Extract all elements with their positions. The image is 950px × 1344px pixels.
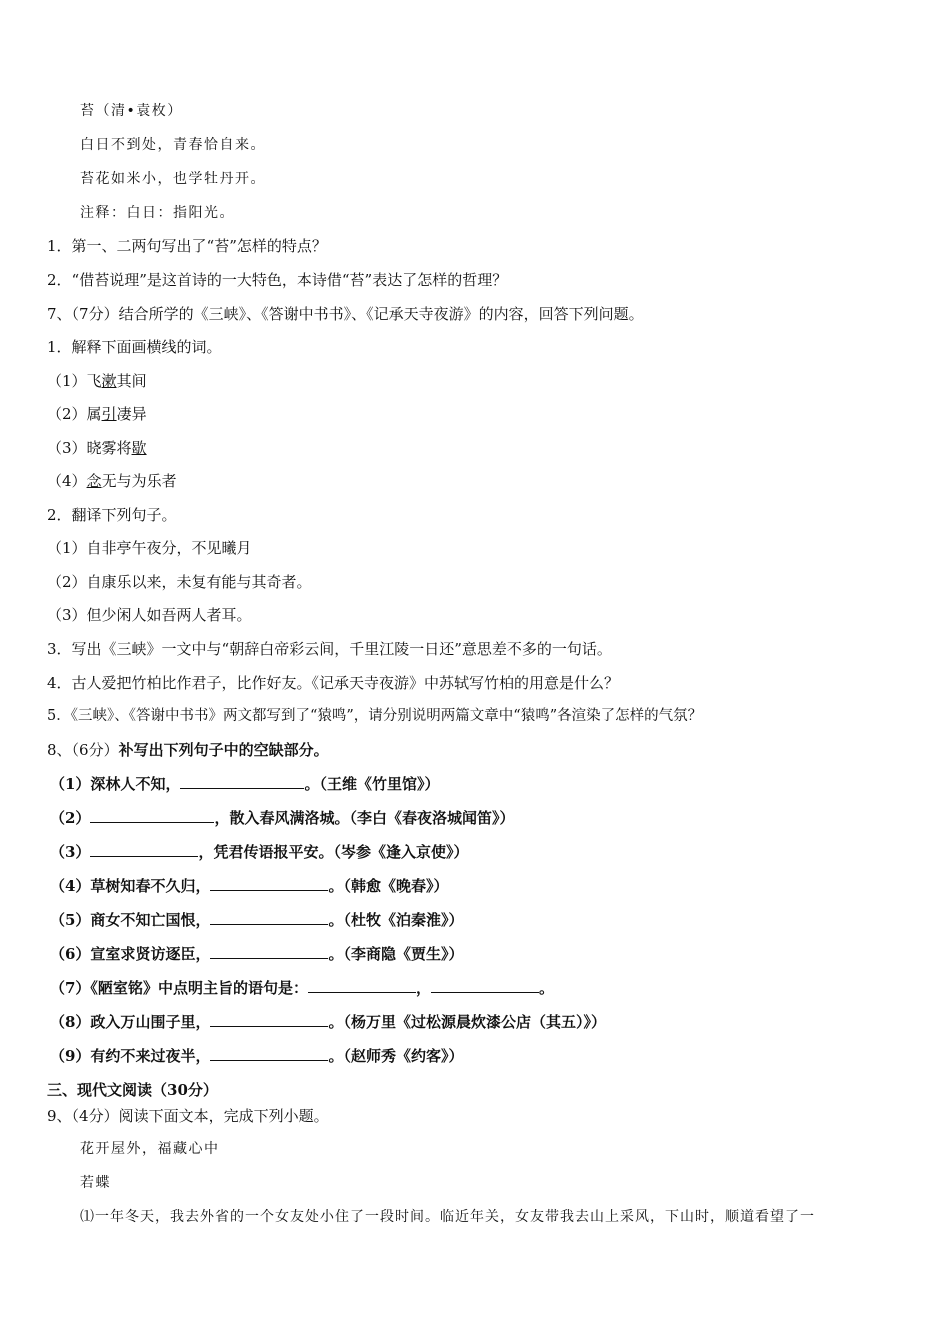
q8-item-6-pre: （6）宣室求贤访逐臣， (50, 945, 211, 963)
poem-title: 苔（清•袁枚） (80, 103, 183, 119)
q8-item-9-post: 。（赵师秀《约客》） (328, 1047, 464, 1065)
q7-part5: 5．《三峡》、《答谢中书书》两文都写到了“猿鸣”，请分别说明两篇文章中“猿鸣”各渲染了怎样的气氛？ (47, 708, 703, 724)
q8-item-3-post: ，凭君传语报平安。（岑参《逢入京使》） (198, 843, 469, 861)
q7-word-2-post: 凄异 (116, 405, 147, 423)
q7-word-4 (47, 471, 177, 491)
q8-item-7 (50, 978, 554, 998)
q8-item-3-blank[interactable] (90, 842, 198, 857)
q7-stem: 7、（7分）结合所学的《三峡》、《答谢中书书》、《记承天寺夜游》的内容，回答下列问题。 (47, 305, 644, 323)
q7-translate-3: （3）但少闲人如吾两人者耳。 (47, 606, 252, 624)
essay-author: 若蝶 (80, 1175, 111, 1191)
q9-stem: 9、（4分）阅读下面文本，完成下列小题。 (47, 1107, 329, 1125)
q8-item-8-pre: （8）政入万山围子里， (50, 1013, 211, 1031)
q8-item-3-pre: （3） (50, 843, 91, 861)
q8-item-7-blank-a[interactable] (308, 978, 416, 993)
q8-item-5-post: 。（杜牧《泊秦淮》） (328, 911, 464, 929)
q7-translate-1: （1）自非亭午夜分，不见曦月 (47, 539, 252, 557)
q8-item-8-post: 。（杨万里《过松源晨炊漆公店（其五）》） (328, 1013, 606, 1031)
q6-sub2: 2．“借苔说理”是这首诗的一大特色，本诗借“苔”表达了怎样的哲理？ (47, 271, 508, 289)
q8-item-1-blank[interactable] (180, 774, 304, 789)
q7-word-4-underlined: 念 (86, 472, 102, 490)
q8-stem-text: 补写出下列句子中的空缺部分。 (118, 741, 329, 759)
q8-item-9 (50, 1046, 463, 1066)
q8-item-7-pre: （7）《陋室铭》中点明主旨的语句是： (50, 979, 308, 997)
q8-item-2 (50, 808, 514, 828)
q8-item-9-pre: （9）有约不来过夜半， (50, 1047, 211, 1065)
q8-item-5-blank[interactable] (210, 910, 328, 925)
q7-word-2 (47, 404, 147, 424)
q8-item-7-mid: ， (415, 979, 431, 997)
essay-title: 花开屋外，福藏心中 (80, 1141, 220, 1157)
q7-part1-title: 1．解释下面画横线的词。 (47, 338, 222, 356)
q8-item-9-blank[interactable] (210, 1046, 328, 1061)
q8-item-6 (50, 944, 463, 964)
poem-line-1: 白日不到处，青春恰自来。 (80, 137, 266, 153)
q7-word-1-pre: （1）飞 (47, 372, 102, 390)
q7-part3: 3．写出《三峡》一文中与“朝辞白帝彩云间，千里江陵一日还”意思差不多的一句话。 (47, 640, 612, 658)
q8-item-8-blank[interactable] (210, 1012, 328, 1027)
section3-title: 三、现代文阅读（30分） (47, 1081, 218, 1099)
q8-item-5 (50, 910, 463, 930)
q8-item-1-pre: （1）深林人不知， (50, 775, 181, 793)
q7-word-3 (47, 438, 147, 458)
q8-stem (47, 740, 329, 760)
q8-stem-prefix: 8、（6分） (47, 741, 119, 759)
q8-item-1-post: 。（王维《竹里馆》） (304, 775, 440, 793)
q8-item-4-post: 。（韩愈《晚春》） (328, 877, 449, 895)
q8-item-2-post: ，散入春风满洛城。（李白《春夜洛城闻笛》） (214, 809, 515, 827)
q8-item-4-blank[interactable] (210, 876, 328, 891)
q8-item-6-blank[interactable] (210, 944, 328, 959)
q8-item-1 (50, 774, 439, 794)
q8-item-5-pre: （5）商女不知亡国恨， (50, 911, 211, 929)
q8-item-4 (50, 876, 448, 896)
q7-word-4-post: 无与为乐者 (101, 472, 177, 490)
q7-translate-2: （2）自康乐以来，未复有能与其奇者。 (47, 573, 312, 591)
q7-word-2-underlined: 引 (101, 405, 117, 423)
q8-item-2-blank[interactable] (90, 808, 214, 823)
q8-item-8 (50, 1012, 606, 1032)
q8-item-6-post: 。（李商隐《贾生》） (328, 945, 464, 963)
q7-word-1-underlined: 漱 (101, 372, 117, 390)
poem-note: 注释：白日：指阳光。 (80, 205, 235, 221)
q8-item-3 (50, 842, 468, 862)
q8-item-7-blank-b[interactable] (431, 978, 539, 993)
q6-sub1: 1．第一、二两句写出了“苔”怎样的特点？ (47, 237, 327, 255)
q7-word-2-pre: （2）属 (47, 405, 102, 423)
q7-word-4-pre: （4） (47, 472, 87, 490)
q7-word-3-pre: （3）晓雾将 (47, 439, 132, 457)
q8-item-7-post: 。 (538, 979, 554, 997)
essay-paragraph-1: ⑴一年冬天，我去外省的一个女友处小住了一段时间。临近年关，女友带我去山上采风，下山时，顺道看望了一 (80, 1209, 815, 1225)
q7-word-1-post: 其间 (116, 372, 147, 390)
q8-item-2-pre: （2） (50, 809, 91, 827)
poem-line-2: 苔花如米小，也学牡丹开。 (80, 171, 266, 187)
q7-word-1 (47, 371, 147, 391)
q7-part2-title: 2．翻译下列句子。 (47, 506, 177, 524)
q7-part4: 4．古人爱把竹柏比作君子，比作好友。《记承天寺夜游》中苏轼写竹柏的用意是什么？ (47, 674, 620, 692)
q7-word-3-underlined: 歇 (131, 439, 147, 457)
q8-item-4-pre: （4）草树知春不久归， (50, 877, 211, 895)
